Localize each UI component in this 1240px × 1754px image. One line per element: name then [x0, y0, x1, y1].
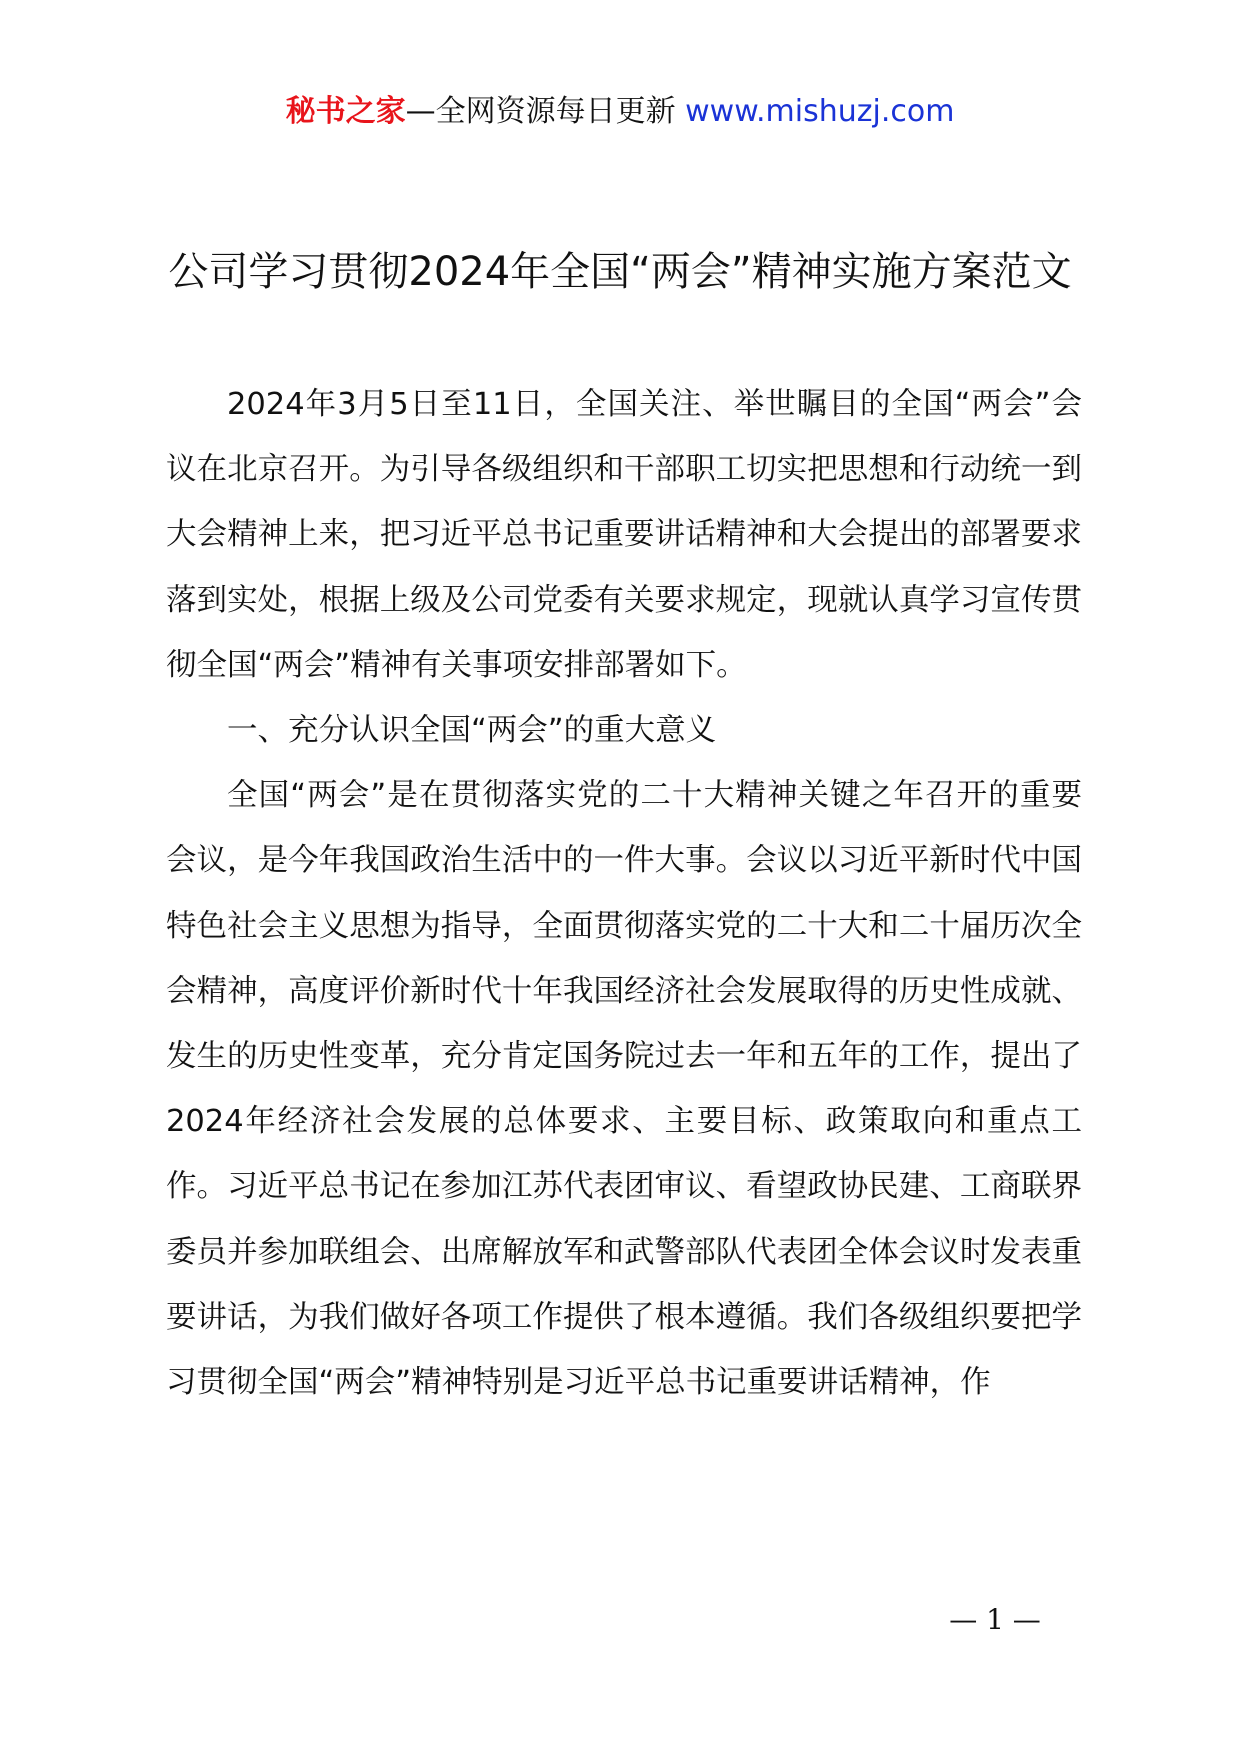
- site-tagline: —全网资源每日更新: [405, 94, 676, 129]
- page-number: — 1 —: [949, 1603, 1041, 1636]
- intro-paragraph: 2024年3月5日至11日，全国关注、举世瞩目的全国“两会”会议在北京召开。为引导各级组织和干部职工切实把思想和行动统一到大会精神上来，把习近平总书记重要讲话精神和大会提出的部署要求落到实处，根据上级及公司党委有关要求规定，现就认真学习宣传贯彻全国“两会”精神有关事项安排部署如下。: [166, 387, 1082, 683]
- site-brand: 秘书之家: [285, 94, 406, 129]
- document-body: [166, 372, 1082, 1415]
- site-header: [0, 92, 1240, 132]
- document-title: 公司学习贯彻2024年全国“两会”精神实施方案范文: [168, 249, 1072, 295]
- section-heading: 一、充分认识全国“两会”的重大意义: [227, 713, 717, 749]
- section-paragraph: 全国“两会”是在贯彻落实党的二十大精神关键之年召开的重要会议，是今年我国政治生活中的一件大事。会议以习近平新时代中国特色社会主义思想为指导，全面贯彻落实党的二十大和二十届历次全会精神，高度评价新时代十年我国经济社会发展取得的历史性成就、发生的历史性变革，充分肯定国务院过去一年和五年的工作，提出了2024年经济社会发展的总体要求、主要目标、政策取向和重点工作。习近平总书记在参加江苏代表团审议、看望政协民建、工商联界委员并参加联组会、出席解放军和武警部队代表团全体会议时发表重要讲话，为我们做好各项工作提供了根本遵循。我们各级组织要把学习贯彻全国“两会”精神特别是习近平总书记重要讲话精神，作: [166, 778, 1082, 1401]
- site-url-link[interactable]: www.mishuzj.com: [685, 94, 955, 129]
